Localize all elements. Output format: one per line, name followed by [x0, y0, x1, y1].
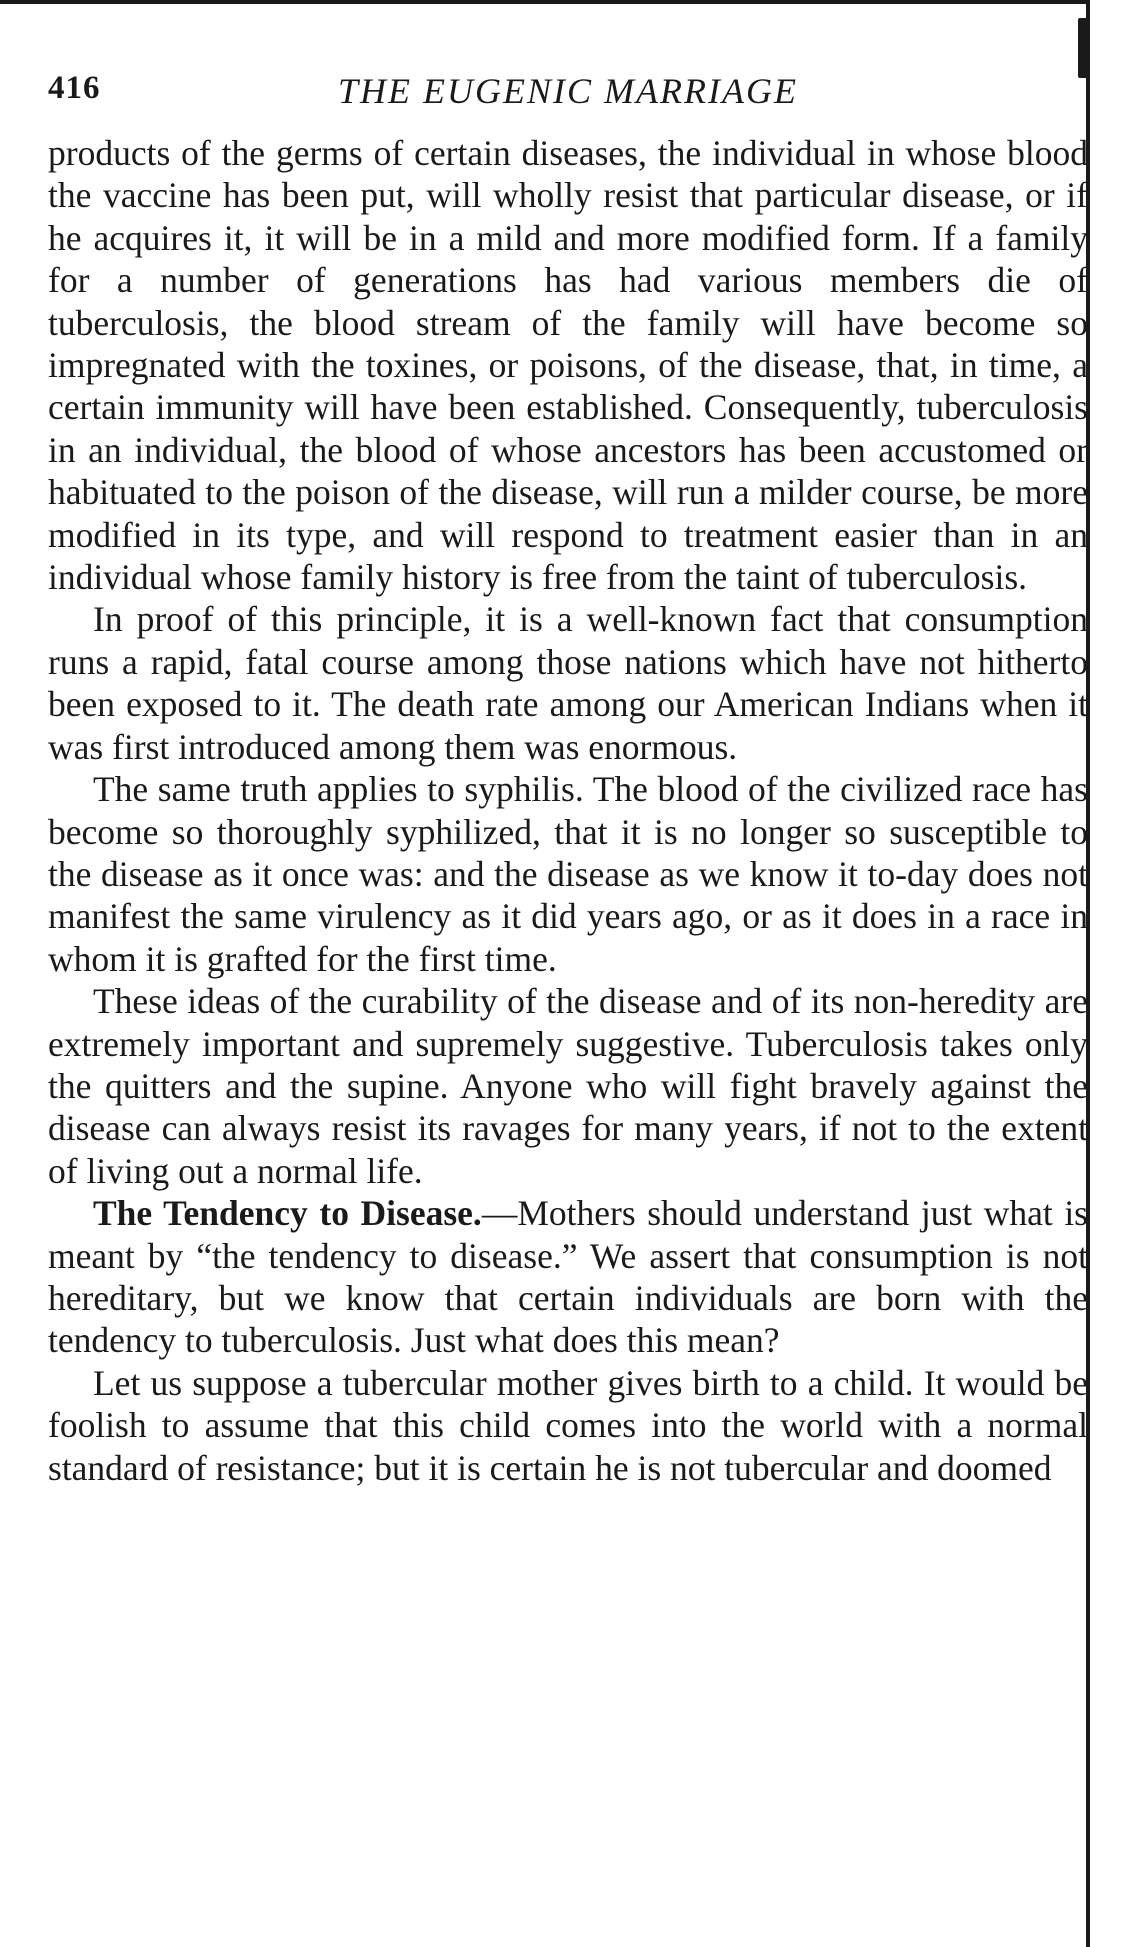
running-head — [48, 70, 1088, 122]
paragraph-6 — [48, 1362, 1088, 1489]
paragraph-3-text: The same truth applies to syphilis. The blood of the civilized race has become so thoroughly syphilized, that it is no longer so susceptible to the disease as it once was: and the disease as we know it to-day does not manifest the same virulency as it did years ago, or as it does in a race in whom it is grafted for the first time. — [48, 769, 1088, 979]
section-heading: The Tendency to Disease. — [93, 1193, 482, 1234]
body-text — [48, 132, 1088, 1489]
paragraph-2-text: In proof of this principle, it is a well-known fact that consumption runs a rapid, fatal course among those nations which have not hitherto been exposed to it. The death rate among our American Indians when it was first introduced among them was enormous. — [48, 599, 1088, 767]
right-margin — [1090, 0, 1130, 1947]
paragraph-3 — [48, 768, 1088, 980]
paragraph-6-text: Let us suppose a tubercular mother gives birth to a child. It would be foolish to assume that this child comes into the world with a normal standard of resistance; but it is certain he is not tubercular and doomed — [48, 1362, 1088, 1488]
top-page-rule — [0, 0, 1088, 4]
paragraph-1 — [48, 132, 1088, 598]
paragraph-2 — [48, 598, 1088, 768]
book-page — [48, 70, 1088, 1489]
running-title: THE EUGENIC MARRIAGE — [338, 71, 798, 111]
paragraph-4 — [48, 980, 1088, 1192]
paragraph-5 — [48, 1192, 1088, 1362]
binding-mark — [1078, 18, 1088, 78]
paragraph-4-text: These ideas of the curability of the disease and of its non-heredity are extremely important and supremely suggestive. Tuberculosis takes only the quitters and the supine. Anyone who will fight bravely against the disease can always resist its ravages for many years, if not to the extent of living out a normal life. — [48, 981, 1088, 1191]
page-number: 416 — [48, 70, 101, 106]
paragraph-1-text: products of the germs of certain diseases, the individual in whose blood the vaccine has been put, will wholly resist that particular disease, or if he acquires it, it will be in a mild and more modified form. If a family for a number of generations has had various members die of tuberculosis, the blood stream of the family will have become so impregnated with the toxines, or poisons, of the disease, that, in time, a certain immunity will have been established. Consequently, tuberculosis in an individual, the blood of whose ancestors has been accustomed or habituated to the poison of the disease, will run a milder course, be more modified in its type, and will respond to treatment easier than in an individual whose family history is free from the taint of tuberculosis. — [48, 133, 1088, 598]
paragraph-5-text: —Mothers should understand just what is meant by “the tendency to disease.” We assert that consumption is not hereditary, but we know that certain individuals are born with the tendency to tuberculosis. Just what does this mean? — [48, 1193, 1088, 1361]
